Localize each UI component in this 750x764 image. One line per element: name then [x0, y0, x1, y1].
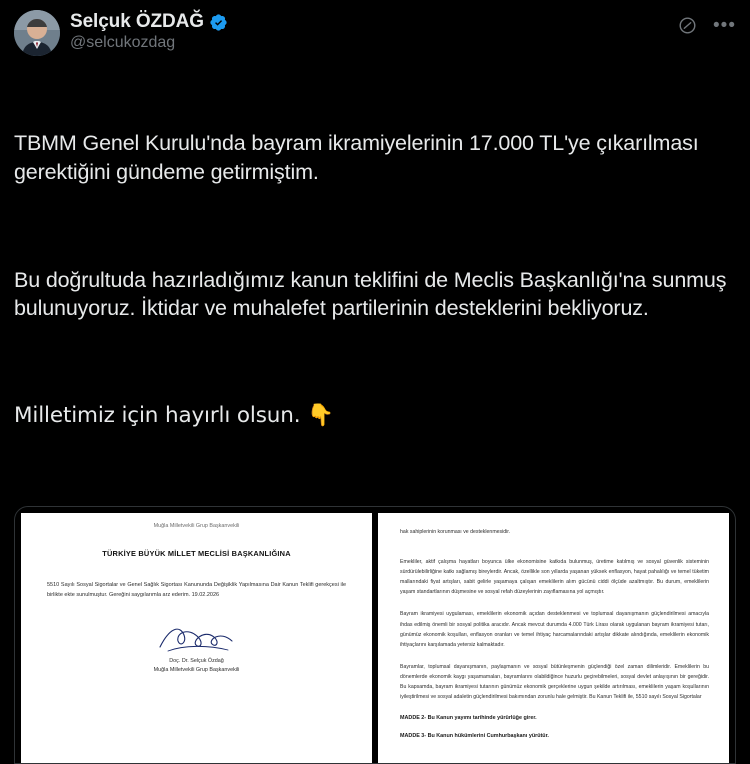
author-info: [70, 10, 668, 52]
grok-icon[interactable]: [678, 16, 697, 35]
document-page-right: [378, 513, 729, 763]
document-left-body: 5510 Sayılı Sosyal Sigortalar ve Genel Sağlık Sigortası Kanununda Değişiklik Yapılmasına Dair Kanun Teklifi gerekçesi ile birlikte ekte sunulmuştur. Gereğini saygılarımla arz ederim. 19.02.2026: [47, 581, 347, 599]
document-right-first-line: hak sahiplerinin korunması ve desteklenmesidir.: [400, 528, 511, 535]
document-left-signature-title: Muğla Milletvekili Grup Başkanvekili: [153, 667, 240, 674]
document-right-article-2: MADDE 2- Bu Kanun yayımı tarihinde yürürlüğe girer.: [400, 714, 537, 721]
author-name-line: [70, 11, 668, 33]
author-handle[interactable]: @selcukozdag: [70, 34, 176, 51]
tweet-paragraph-1: TBMM Genel Kurulu'nda bayram ikramiyelerinin 17.000 TL'ye çıkarılması gerektiğini gündeme getirmiştim.: [14, 131, 705, 184]
document-right-article-3: MADDE 3- Bu Kanun hükümlerini Cumhurbaşkanı yürütür.: [400, 732, 549, 739]
tweet-header: [14, 10, 736, 56]
document-page-left: [21, 513, 372, 763]
tweet-paragraph-2: Bu doğrultuda hazırladığımız kanun teklifini de Meclis Başkanlığı'na sunmuş bulunuyoruz. İktidar ve muhalefet partilerinin desteklerini bekliyoruz.: [14, 267, 733, 321]
author-display-name[interactable]: Selçuk ÖZDAĞ: [70, 11, 204, 32]
tweet-text: [14, 72, 736, 488]
document-right-paragraph-1: Emekliler, aktif çalışma hayatları boyunca ülke ekonomisine katkıda bulunmuş, üretime katılmış ve sosyal güvenlik sisteminin sürdürülebilirliğine katkı sağlamış bireylerdir. Ancak, özellikle son yıllarda yaşanan yüksek enflasyon, hayat pahalılığı ve temel tüketim mallarındaki fiyat artışları, sabit gelirle yaşamaya çalışan emeklilerin alım gücünü ciddi ölçüde azaltmıştır. Bu durum, emeklilerin yaşam standartlarının düşmesine ve sosyal refah düzeylerinin zayıflamasına yol açmıştır.: [400, 558, 709, 596]
document-left-signature-name: Doç. Dr. Selçuk Özdağ: [169, 657, 224, 664]
tweet-header-actions: [678, 10, 736, 35]
document-right-paragraph-3: Bayramlar, toplumsal dayanışmanın, paylaşmanın ve sosyal bütünleşmenin güçlendiği özel zaman dilimleridir. Emeklilerin bu dönemlerde ekonomik kaygı yaşamamaları, bayramlarını olabildiğince huzurlu geçirebilmeleri, sosyal devlet anlayışının bir gereğidir. Bu kapsamda, bayram ikramiyesi tutarının günümüz ekonomik gerçeklerine uygun şekilde artırılması, emeklilerin yaşam koşullarının iyileştirilmesi ve sosyal adaletin güçlendirilmesi bakımından zorunlu hale gelmiştir. Bu Kanun Teklifi ile, 5510 sayılı Sosyal Sigortalar: [400, 663, 709, 701]
document-left-title: TÜRKİYE BÜYÜK MİLLET MECLİSİ BAŞKANLIĞINA: [102, 548, 291, 558]
more-options-icon[interactable]: •••: [713, 14, 736, 36]
verified-badge-icon: [209, 13, 228, 32]
document-right-paragraph-2: Bayram ikramiyesi uygulaması, emeklilerin ekonomik açıdan desteklenmesi ve toplumsal dayanışmanın güçlendirilmesi amacıyla ihdas edilmiş önemli bir sosyal politika aracıdır. Ancak mevcut durumda 4.000 Türk Lirası olarak uygulanan bayram ikramiyesi tutarı, günümüz ekonomik koşulları, enflasyon oranları ve temel ihtiyaç harcamalarındaki artışlar dikkate alındığında, emeklilerin ekonomik ihtiyaçlarını karşılamada yetersiz kalmaktadır.: [400, 611, 709, 648]
signature-icon: [154, 621, 240, 653]
tweet-media-document-image[interactable]: [14, 506, 736, 764]
document-left-header: Muğla Milletvekili Grup Başkanvekili: [153, 522, 240, 529]
tweet-paragraph-3: Milletimiz için hayırlı olsun. 👇: [14, 402, 334, 428]
document-left-signature: [47, 627, 346, 675]
avatar[interactable]: [14, 10, 60, 56]
